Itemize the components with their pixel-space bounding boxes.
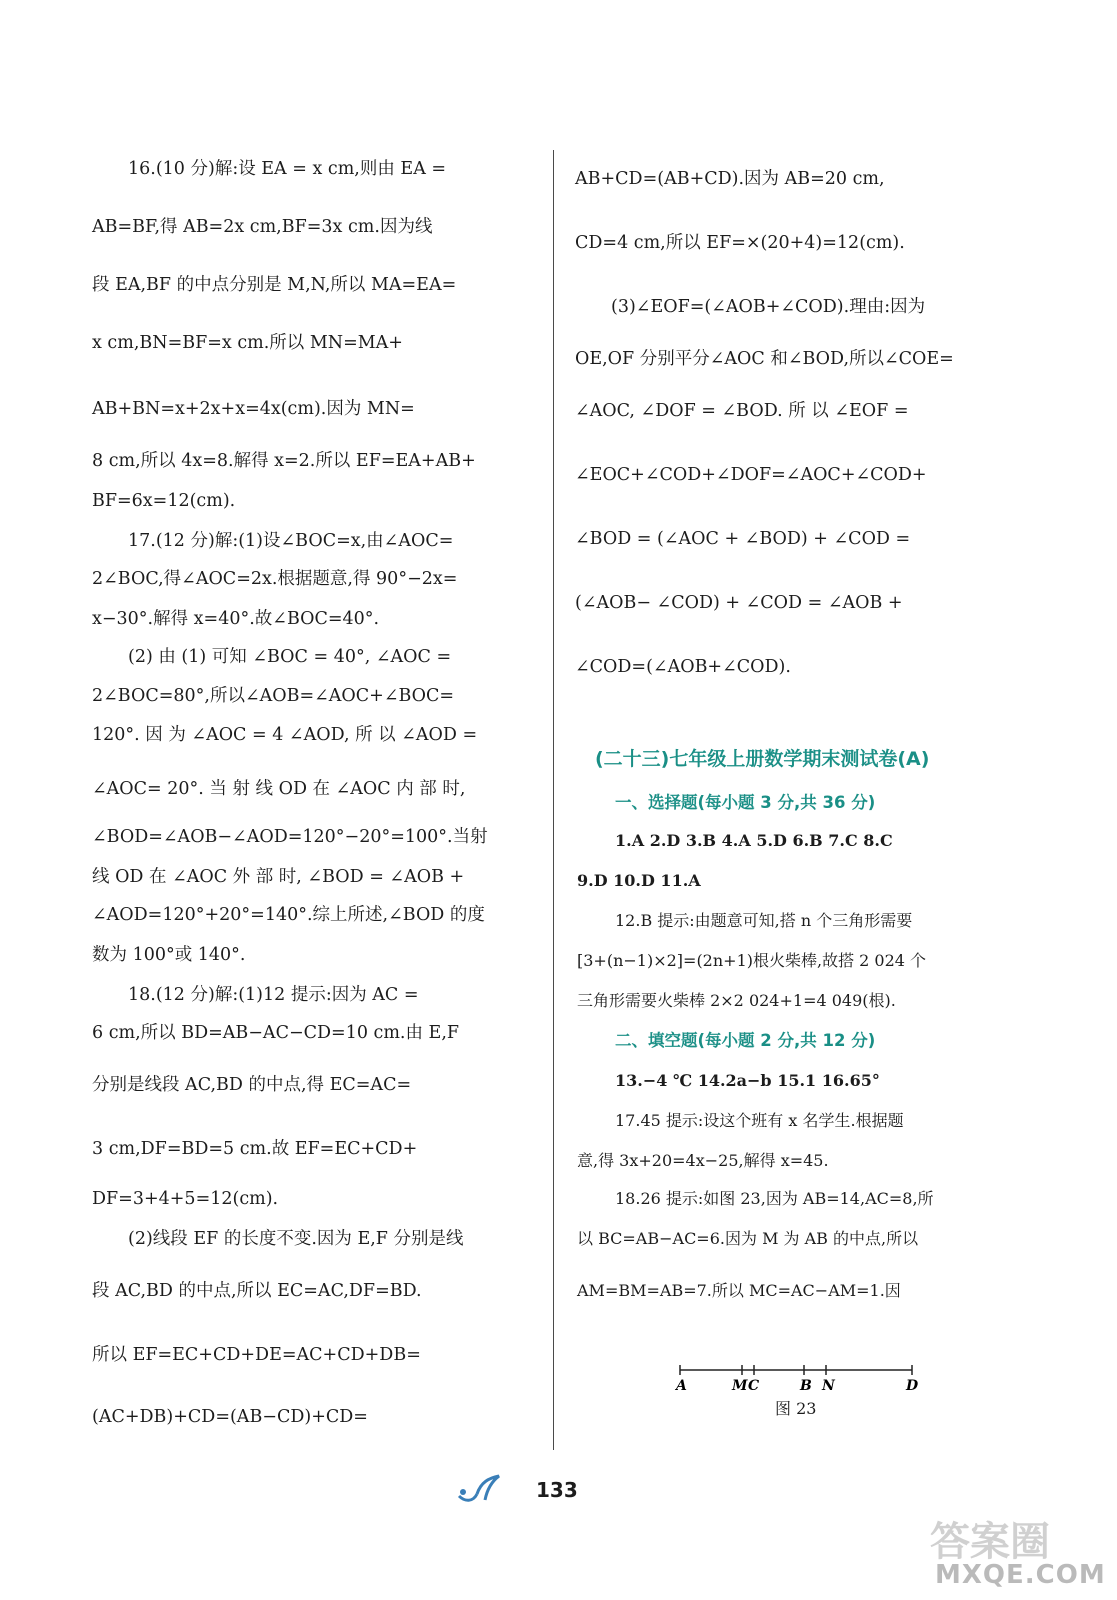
left-line-25: 段 AC,BD 的中点,所以 EC=AC,DF=BD. <box>92 1281 422 1301</box>
right-line-7: ∠BOD = (∠AOC + ∠BOD) + ∠COD = <box>575 529 911 549</box>
section-choice-title: 一、选择题(每小题 3 分,共 36 分) <box>615 793 876 812</box>
left-line-2: AB=BF,得 AB=2x cm,BF=3x cm.因为线 <box>92 217 433 237</box>
right-line-3: (3)∠EOF=(∠AOB+∠COD).理由:因为 <box>611 297 926 317</box>
point-label-n: N <box>822 1378 835 1394</box>
left-line-24: (2)线段 EF 的长度不变.因为 E,F 分别是线 <box>128 1229 464 1249</box>
publisher-logo-icon <box>455 1472 505 1506</box>
right-line-6: ∠EOC+∠COD+∠DOF=∠AOC+∠COD+ <box>575 465 927 485</box>
left-line-7: BF=6x=12(cm). <box>92 491 236 511</box>
page-number: 133 <box>536 1478 578 1502</box>
answers-row-2: 9.D 10.D 11.A <box>577 871 701 890</box>
left-line-10: x−30°.解得 x=40°.故∠BOC=40°. <box>92 609 380 629</box>
left-line-15: ∠BOD=∠AOB−∠AOD=120°−20°=100°.当射 <box>92 827 488 847</box>
right-line-1: AB+CD=(AB+CD).因为 AB=20 cm, <box>575 169 885 189</box>
q12-line-2: [3+(n−1)×2]=(2n+1)根火柴棒,故搭 2 024 个 <box>577 951 927 970</box>
right-line-5: ∠AOC, ∠DOF = ∠BOD. 所 以 ∠EOF = <box>575 401 909 421</box>
left-line-23: DF=3+4+5=12(cm). <box>92 1189 279 1209</box>
q12-line-3: 三角形需要火柴棒 2×2 024+1=4 049(根). <box>577 991 896 1010</box>
point-label-b: B <box>800 1378 812 1394</box>
left-line-27: (AC+DB)+CD=(AB−CD)+CD= <box>92 1407 368 1427</box>
left-line-17: ∠AOD=120°+20°=140°.综上所述,∠BOD 的度 <box>92 905 485 925</box>
left-line-5: AB+BN=x+2x+x=4x(cm).因为 MN= <box>92 399 415 419</box>
q18-line-3: AM=BM=AB=7.所以 MC=AC−AM=1.因 <box>577 1281 901 1300</box>
left-line-12: 2∠BOC=80°,所以∠AOB=∠AOC+∠BOC= <box>92 686 455 706</box>
right-line-8: (∠AOB− ∠COD) + ∠COD = ∠AOB + <box>575 593 903 613</box>
left-line-6: 8 cm,所以 4x=8.解得 x=2.所以 EF=EA+AB+ <box>92 451 476 471</box>
left-line-11: (2) 由 (1) 可知 ∠BOC = 40°, ∠AOC = <box>128 647 452 667</box>
q12-line-1: 12.B 提示:由题意可知,搭 n 个三角形需要 <box>615 911 913 930</box>
left-line-4: x cm,BN=BF=x cm.所以 MN=MA+ <box>92 333 403 353</box>
left-line-20: 6 cm,所以 BD=AB−AC−CD=10 cm.由 E,F <box>92 1023 460 1043</box>
left-line-21: 分别是线段 AC,BD 的中点,得 EC=AC= <box>92 1075 412 1095</box>
left-line-3: 段 EA,BF 的中点分别是 M,N,所以 MA=EA= <box>92 275 457 295</box>
left-line-13: 120°. 因 为 ∠AOC = 4 ∠AOD, 所 以 ∠AOD = <box>92 725 478 745</box>
q18-line-2: 以 BC=AB−AC=6.因为 M 为 AB 的中点,所以 <box>577 1229 919 1248</box>
left-line-22: 3 cm,DF=BD=5 cm.故 EF=EC+CD+ <box>92 1139 418 1159</box>
section-fill-title: 二、填空题(每小题 2 分,共 12 分) <box>615 1031 876 1050</box>
answers-row-1: 1.A 2.D 3.B 4.A 5.D 6.B 7.C 8.C <box>615 831 893 850</box>
right-line-9: ∠COD=(∠AOB+∠COD). <box>575 657 791 677</box>
left-line-8: 17.(12 分)解:(1)设∠BOC=x,由∠AOC= <box>128 531 454 551</box>
left-line-26: 所以 EF=EC+CD+DE=AC+CD+DB= <box>92 1345 421 1365</box>
right-line-2: CD=4 cm,所以 EF=×(20+4)=12(cm). <box>575 233 905 253</box>
q17-line-1: 17.45 提示:设这个班有 x 名学生.根据题 <box>615 1111 904 1130</box>
left-line-19: 18.(12 分)解:(1)12 提示:因为 AC = <box>128 985 419 1005</box>
point-label-m: M <box>732 1378 748 1394</box>
figure-caption: 图 23 <box>775 1399 817 1418</box>
exam-title: (二十三)七年级上册数学期末测试卷(A) <box>595 748 930 770</box>
q18-line-1: 18.26 提示:如图 23,因为 AB=14,AC=8,所 <box>615 1189 934 1208</box>
left-line-14: ∠AOC= 20°. 当 射 线 OD 在 ∠AOC 内 部 时, <box>92 779 466 799</box>
point-label-a: A <box>676 1378 687 1394</box>
q17-line-2: 意,得 3x+20=4x−25,解得 x=45. <box>577 1151 829 1170</box>
left-line-18: 数为 100°或 140°. <box>92 945 246 965</box>
answers-row-3: 13.−4 ℃ 14.2a−b 15.1 16.65° <box>615 1071 880 1090</box>
left-line-1: 16.(10 分)解:设 EA = x cm,则由 EA = <box>128 159 447 179</box>
right-line-4: OE,OF 分别平分∠AOC 和∠BOD,所以∠COE= <box>575 349 954 369</box>
point-label-c: C <box>748 1378 760 1394</box>
left-line-9: 2∠BOC,得∠AOC=2x.根据题意,得 90°−2x= <box>92 569 458 589</box>
point-label-d: D <box>906 1378 919 1394</box>
column-divider <box>553 150 554 1450</box>
watermark-url: MXQE.COM <box>935 1560 1106 1590</box>
left-line-16: 线 OD 在 ∠AOC 外 部 时, ∠BOD = ∠AOB + <box>92 867 465 887</box>
watermark-logo-text: 答案圈 <box>930 1519 1050 1565</box>
